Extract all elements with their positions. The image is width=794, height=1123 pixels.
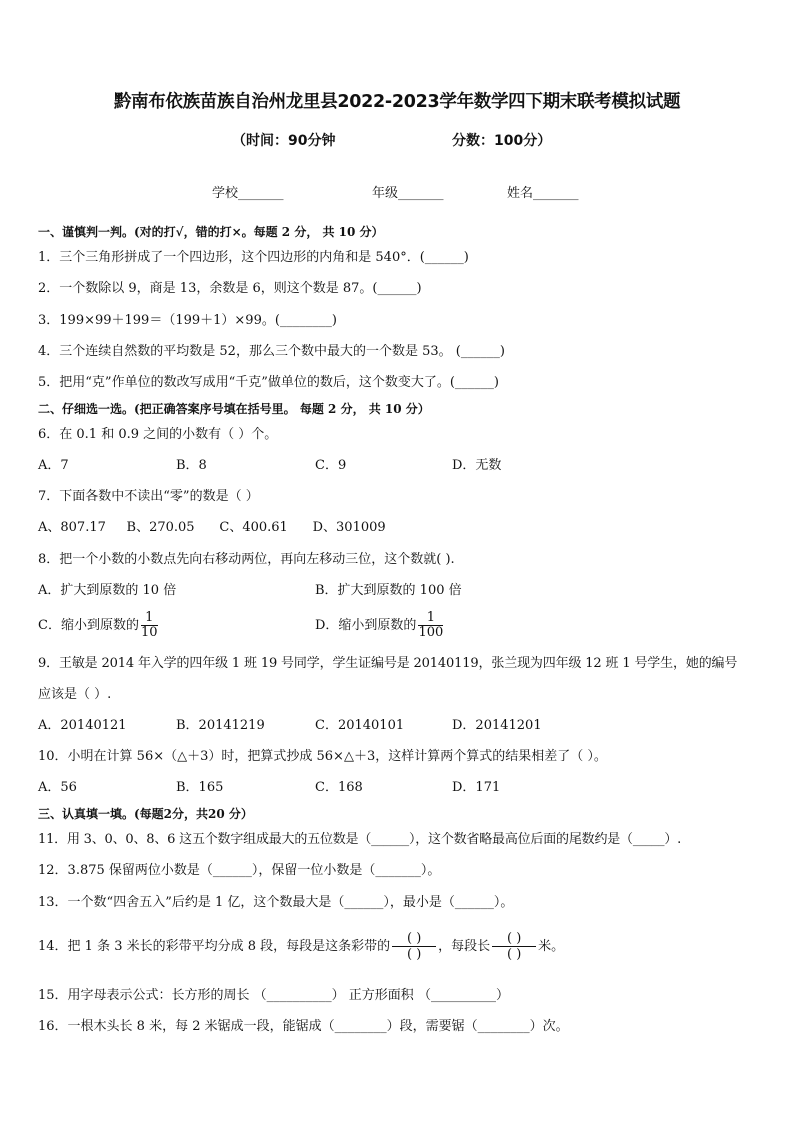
q6-option-a: A．7 [38,458,69,473]
q6-option-d: D．无数 [452,458,502,473]
q10-option-b: B．165 [176,780,224,795]
q8-option-a: A．扩大到原数的 10 倍 [38,583,177,598]
school-field: 学校_______ [212,186,284,201]
q9-option-b: B．20141219 [176,718,265,733]
question-11: 11．用 3、0、0、8、6 这五个数字组成最大的五位数是（______），这个数省略最高位后面的尾数约是（_____）. [38,832,682,847]
q14-text-2: ，每段长 [438,939,491,954]
blank-fraction-1 [392,931,436,962]
question-10: 10．小明在计算 56×（△＋3）时，把算式抄成 56×△＋3，这样计算两个算式的结果相差了（ ）。 [38,749,607,764]
question-9-cont: 应该是（ ）. [38,687,112,702]
section-2-heading: 二、仔细选一选。(把正确答案序号填在括号里。 每题 2 分， 共 10 分） [38,402,430,416]
q9-option-d: D．20141201 [452,718,542,733]
q14-text-1: 14．把 1 条 3 米长的彩带平均分成 8 段，每段是这条彩带的 [38,939,391,954]
question-9: 9．王敏是 2014 年入学的四年级 1 班 19 号同学，学生证编号是 20140119，张兰现为四年级 12 班 1 号学生，她的编号 [38,656,738,671]
fraction-denominator: 10 [140,625,158,640]
q8-option-c [38,606,160,646]
question-13: 13．一个数“四舍五入”后约是 1 亿，这个数最大是（______），最小是（______）。 [38,895,514,910]
q10-option-c: C．168 [315,780,363,795]
q9-option-a: A．20140121 [38,718,127,733]
q10-option-a: A．56 [38,780,77,795]
question-16: 16．一根木头长 8 米，每 2 米锯成一段，能锯成（________）段，需要锯（________）次。 [38,1019,569,1034]
name-field: 姓名_______ [507,186,579,201]
question-6: 6．在 0.1 和 0.9 之间的小数有（ ）个。 [38,427,278,442]
question-14 [38,925,564,969]
q8-option-b: B．扩大到原数的 100 倍 [315,583,462,598]
question-3: 3．199×99＋199＝（199＋1）×99。(________) [38,313,337,328]
q10-option-d: D．171 [452,780,501,795]
question-2: 2．一个数除以 9，商是 13，余数是 6，则这个数是 87。(______) [38,281,422,296]
q14-text-3: 米。 [538,939,565,954]
fraction-denominator: 100 [418,625,444,640]
q8-option-c-text: C．缩小到原数的 [38,618,139,633]
question-8: 8．把一个小数的小数点先向右移动两位，再向左移动三位，这个数就( ). [38,552,455,567]
q6-option-b: B．8 [176,458,207,473]
blank-numerator: ( ) [507,931,522,946]
fraction-1-100 [418,611,443,640]
q6-option-c: C．9 [315,458,347,473]
q7-options: A、807.17 B、270.05 C、400.61 D、301009 [38,520,386,535]
blank-numerator: ( ) [407,931,422,946]
exam-time: （时间：90分钟 [232,133,336,149]
exam-title: 黔南布依族苗族自治州龙里县2022-2023学年数学四下期末联考模拟试题 [113,92,681,112]
grade-field: 年级_______ [372,186,444,201]
question-4: 4．三个连续自然数的平均数是 52，那么三个数中最大的一个数是 53。 (______) [38,344,505,359]
q9-option-c: C．20140101 [315,718,405,733]
fraction-numerator: 1 [145,610,154,625]
question-15: 15．用字母表示公式：长方形的周长 （__________） 正方形面积 （__________） [38,988,509,1003]
question-1: 1．三个三角形拼成了一个四边形，这个四边形的内角和是 540°．(______) [38,250,469,265]
section-1-heading: 一、谨慎判一判。(对的打√，错的打×。每题 2 分， 共 10 分） [38,225,384,239]
fraction-1-10 [141,611,158,640]
blank-denominator: ( ) [407,947,422,962]
section-3-heading: 三、认真填一填。(每题2分，共20 分） [38,807,253,821]
question-5: 5．把用“克”作单位的数改写成用“千克”做单位的数后，这个数变大了。(______) [38,375,499,390]
q8-option-d [315,606,445,646]
question-12: 12．3.875 保留两位小数是（______），保留一位小数是（_______）。 [38,863,441,878]
blank-denominator: ( ) [507,947,522,962]
blank-fraction-2 [492,931,536,962]
q8-option-d-text: D．缩小到原数的 [315,618,417,633]
question-7: 7．下面各数中不读出“零”的数是（ ） [38,489,259,504]
fraction-numerator: 1 [426,610,435,625]
exam-score: 分数：100分） [452,133,552,149]
